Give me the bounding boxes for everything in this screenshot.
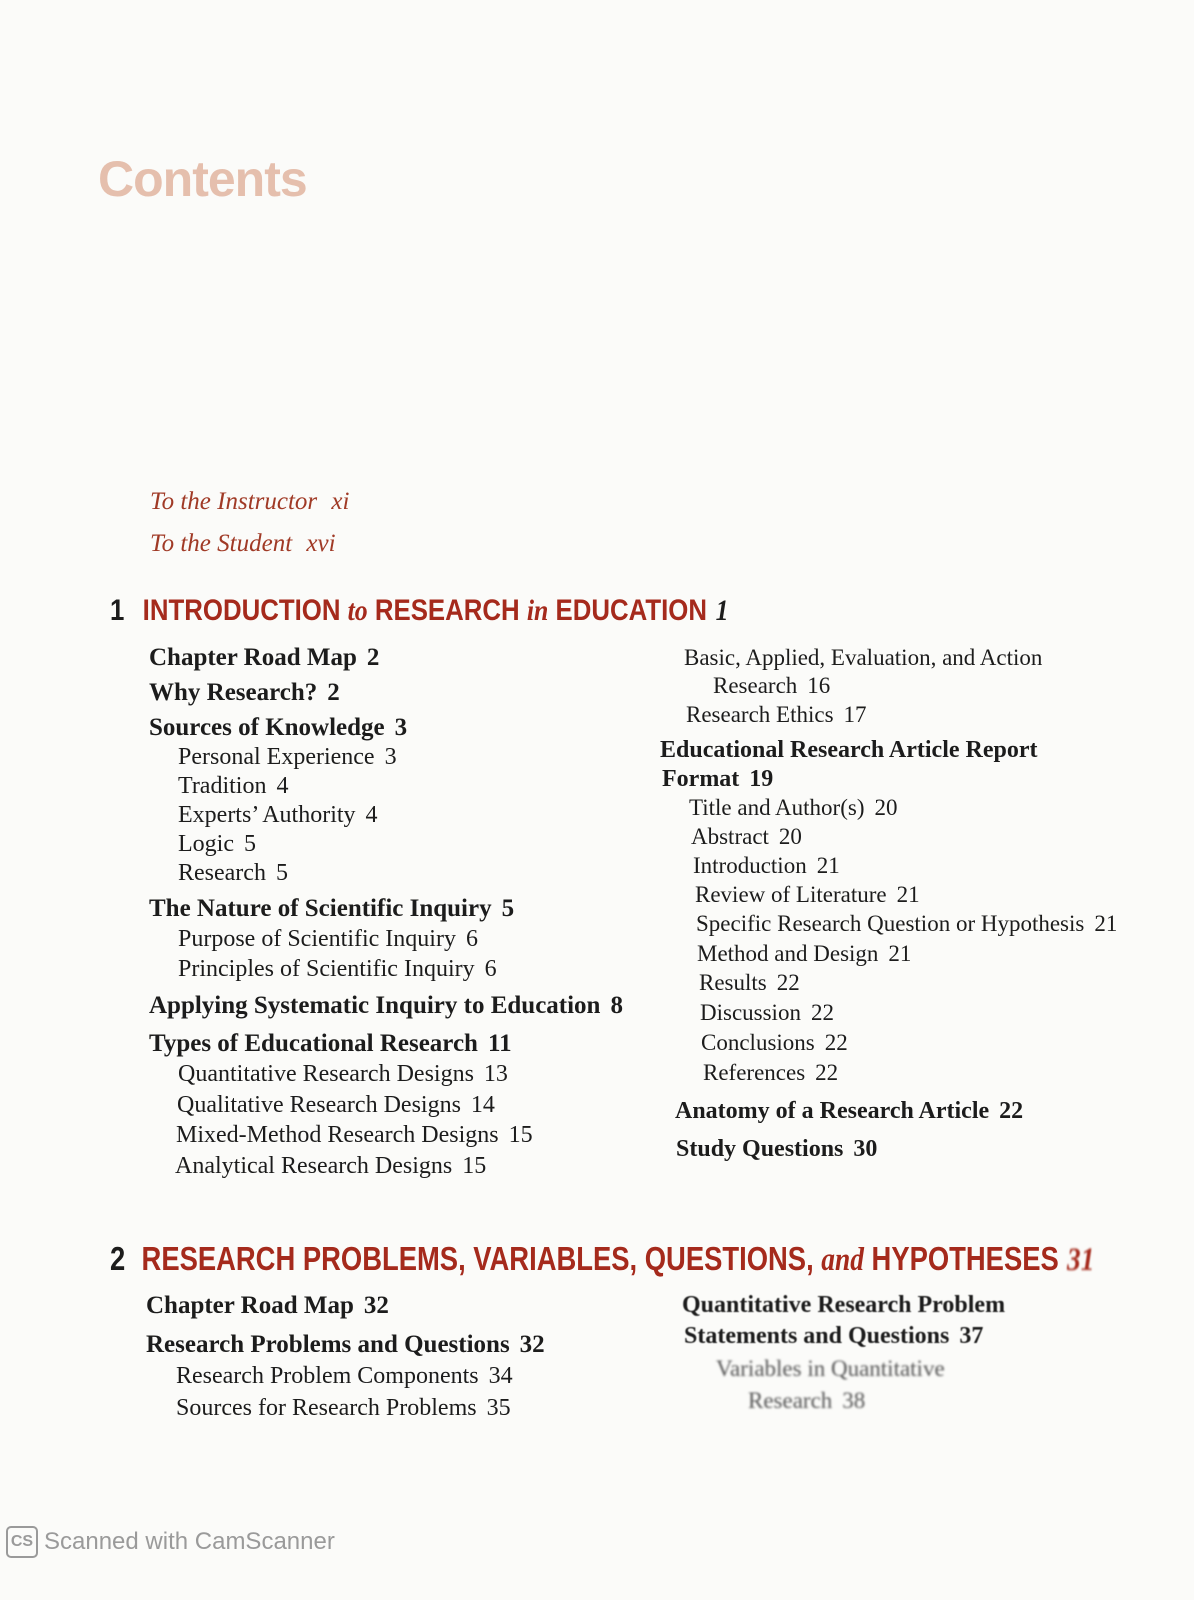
toc-subentry: Introduction 21: [693, 853, 840, 878]
toc-subentry: Results 22: [699, 970, 800, 995]
camscanner-watermark: [6, 1526, 335, 1558]
toc-entry: Educational Research Article Report: [660, 737, 1038, 763]
toc-entry: Chapter Road Map 2: [149, 644, 380, 671]
toc-subentry: Principles of Scientific Inquiry 6: [178, 956, 497, 982]
toc-subentry: Experts’ Authority 4: [178, 802, 378, 828]
toc-subentry: Specific Research Question or Hypothesis 21: [696, 911, 1118, 936]
toc-front-to-student: [150, 530, 336, 558]
chapter-number: 1: [110, 594, 125, 627]
toc-subentry: Title and Author(s) 20: [689, 795, 898, 820]
toc-subentry: Research 16: [713, 673, 831, 698]
chapter-title-part: in: [526, 594, 549, 627]
toc-subentry: Research Problem Components 34: [176, 1363, 513, 1389]
chapter-title-part: to: [347, 594, 368, 627]
toc-entry: Quantitative Research Problem: [682, 1292, 1006, 1318]
toc-front-page: xvi: [306, 530, 336, 557]
toc-subentry: Analytical Research Designs 15: [175, 1153, 487, 1179]
toc-subentry: Variables in Quantitative: [716, 1356, 945, 1381]
toc-front-to-instructor: [150, 488, 349, 516]
chapter-title-part: INTRODUCTION: [142, 594, 348, 627]
toc-entry: Research Problems and Questions 32: [146, 1331, 545, 1358]
toc-subentry: Logic 5: [178, 831, 256, 857]
toc-entry: Applying Systematic Inquiry to Education 8: [149, 992, 623, 1019]
page-heading: Contents: [98, 151, 307, 207]
toc-entry: Anatomy of a Research Article 22: [675, 1098, 1024, 1124]
toc-entry: Why Research? 2: [149, 679, 340, 706]
toc-subentry: Conclusions 22: [701, 1030, 848, 1055]
toc-subentry: References 22: [703, 1060, 839, 1085]
chapter-page: 1: [715, 594, 729, 627]
toc-entry: Format 19: [662, 766, 774, 792]
chapter-2-heading: [110, 1240, 1094, 1279]
toc-subentry: Sources for Research Problems 35: [176, 1395, 511, 1421]
camscanner-logo-icon: CS: [6, 1526, 38, 1558]
chapter-title-part: EDUCATION: [548, 594, 708, 627]
toc-entry: Study Questions 30: [676, 1136, 878, 1162]
toc-subentry: Qualitative Research Designs 14: [177, 1092, 495, 1118]
toc-subentry: Discussion 22: [700, 1000, 834, 1025]
toc-front-title: To the Instructor: [150, 488, 318, 515]
toc-entry: Types of Educational Research 11: [149, 1030, 512, 1057]
toc-subentry: Quantitative Research Designs 13: [178, 1061, 508, 1087]
toc-subentry: Basic, Applied, Evaluation, and Action: [684, 645, 1043, 670]
toc-subentry: Personal Experience 3: [178, 744, 397, 770]
camscanner-text: Scanned with CamScanner: [44, 1528, 335, 1555]
chapter-number: 2: [110, 1240, 126, 1277]
toc-subentry: Tradition 4: [178, 773, 289, 799]
toc-entry: The Nature of Scientific Inquiry 5: [149, 895, 515, 922]
chapter-title-part: RESEARCH: [367, 594, 527, 627]
toc-subentry: Method and Design 21: [697, 941, 912, 966]
toc-subentry: Research 38: [748, 1388, 866, 1413]
toc-entry: Sources of Knowledge 3: [149, 714, 408, 741]
toc-subentry: Abstract 20: [691, 824, 802, 849]
chapter-title-part: and: [821, 1242, 864, 1278]
toc-front-title: To the Student: [150, 530, 293, 557]
toc-front-page: xi: [331, 488, 350, 515]
toc-entry: Statements and Questions 37: [684, 1323, 984, 1349]
chapter-page: 31: [1067, 1242, 1095, 1278]
chapter-title-part: HYPOTHESES: [863, 1240, 1059, 1277]
toc-entry: Chapter Road Map 32: [146, 1292, 389, 1319]
toc-subentry: Purpose of Scientific Inquiry 6: [178, 926, 478, 952]
chapter-title-part: RESEARCH PROBLEMS, VARIABLES, QUESTIONS,: [141, 1240, 822, 1277]
toc-subentry: Research 5: [178, 860, 288, 886]
toc-subentry: Mixed-Method Research Designs 15: [176, 1122, 533, 1148]
toc-subentry: Research Ethics 17: [686, 702, 867, 727]
toc-subentry: Review of Literature 21: [695, 882, 920, 907]
chapter-1-heading: [110, 594, 729, 628]
